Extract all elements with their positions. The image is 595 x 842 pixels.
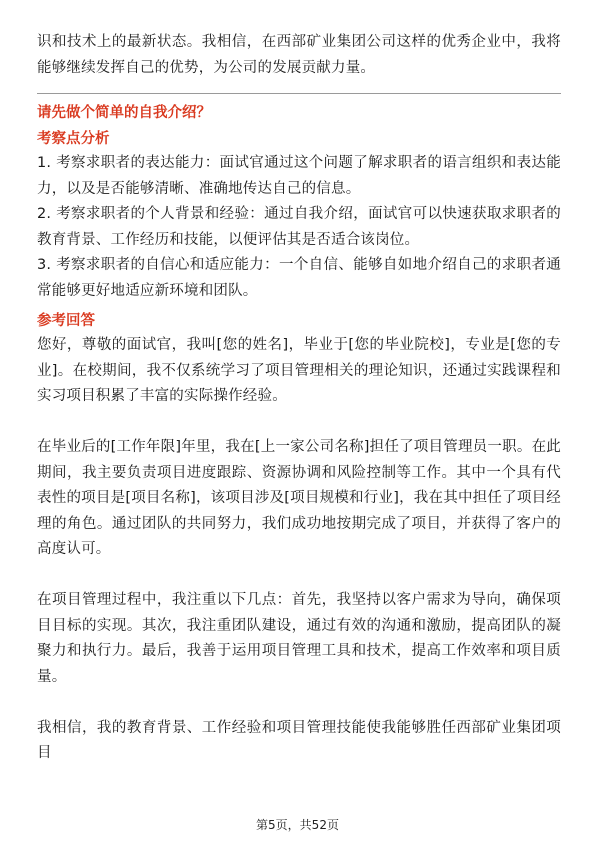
page-number: 第5页，共52页 <box>256 818 339 832</box>
paragraph-gap <box>37 690 561 716</box>
paragraph-gap <box>37 410 561 436</box>
answer-heading: 参考回答 <box>37 313 95 329</box>
section-divider <box>37 93 561 94</box>
analysis-item: 1. 考察求职者的表达能力：面试官通过这个问题了解求职者的语言组织和表达能力，以及是否能够清晰、准确地传达自己的信息。 <box>37 155 561 197</box>
analysis-item: 3. 考察求职者的自信心和适应能力：一个自信、能够自如地介绍自己的求职者通常能够更好地适应新环境和团队。 <box>37 257 561 299</box>
answer-paragraph: 您好，尊敬的面试官，我叫[您的姓名]，毕业于[您的毕业院校]，专业是[您的专业]。在校期间，我不仅系统学习了项目管理相关的理论知识，还通过实践课程和实习项目积累了丰富的实际操作经验。 <box>37 337 561 404</box>
question-heading: 请先做个简单的自我介绍？ <box>37 105 211 121</box>
document-page <box>37 30 561 767</box>
analysis-heading: 考察点分析 <box>37 131 110 147</box>
intro-paragraph: 识和技术上的最新状态。我相信，在西部矿业集团公司这样的优秀企业中，我将能够继续发挥自己的优势，为公司的发展贡献力量。 <box>37 34 561 76</box>
answer-paragraph: 在毕业后的[工作年限]年里，我在[上一家公司名称]担任了项目管理员一职。在此期间，我主要负责项目进度跟踪、资源协调和风险控制等工作。其中一个具有代表性的项目是[项目名称]，该项目涉及[项目规模和行业]，我在其中担任了项目经理的角色。通过团队的共同努力，我们成功地按期完成了项目，并获得了客户的高度认可。 <box>37 439 561 557</box>
analysis-item: 2. 考察求职者的个人背景和经验：通过自我介绍，面试官可以快速获取求职者的教育背景、工作经历和技能，以便评估其是否适合该岗位。 <box>37 206 561 248</box>
answer-paragraph: 在项目管理过程中，我注重以下几点：首先，我坚持以客户需求为导向，确保项目目标的实现。其次，我注重团队建设，通过有效的沟通和激励，提高团队的凝聚力和执行力。最后，我善于运用项目管理工具和技术，提高工作效率和项目质量。 <box>37 592 561 685</box>
answer-paragraph: 我相信，我的教育背景、工作经验和项目管理技能使我能够胜任西部矿业集团项目 <box>37 719 561 761</box>
paragraph-gap <box>37 563 561 589</box>
